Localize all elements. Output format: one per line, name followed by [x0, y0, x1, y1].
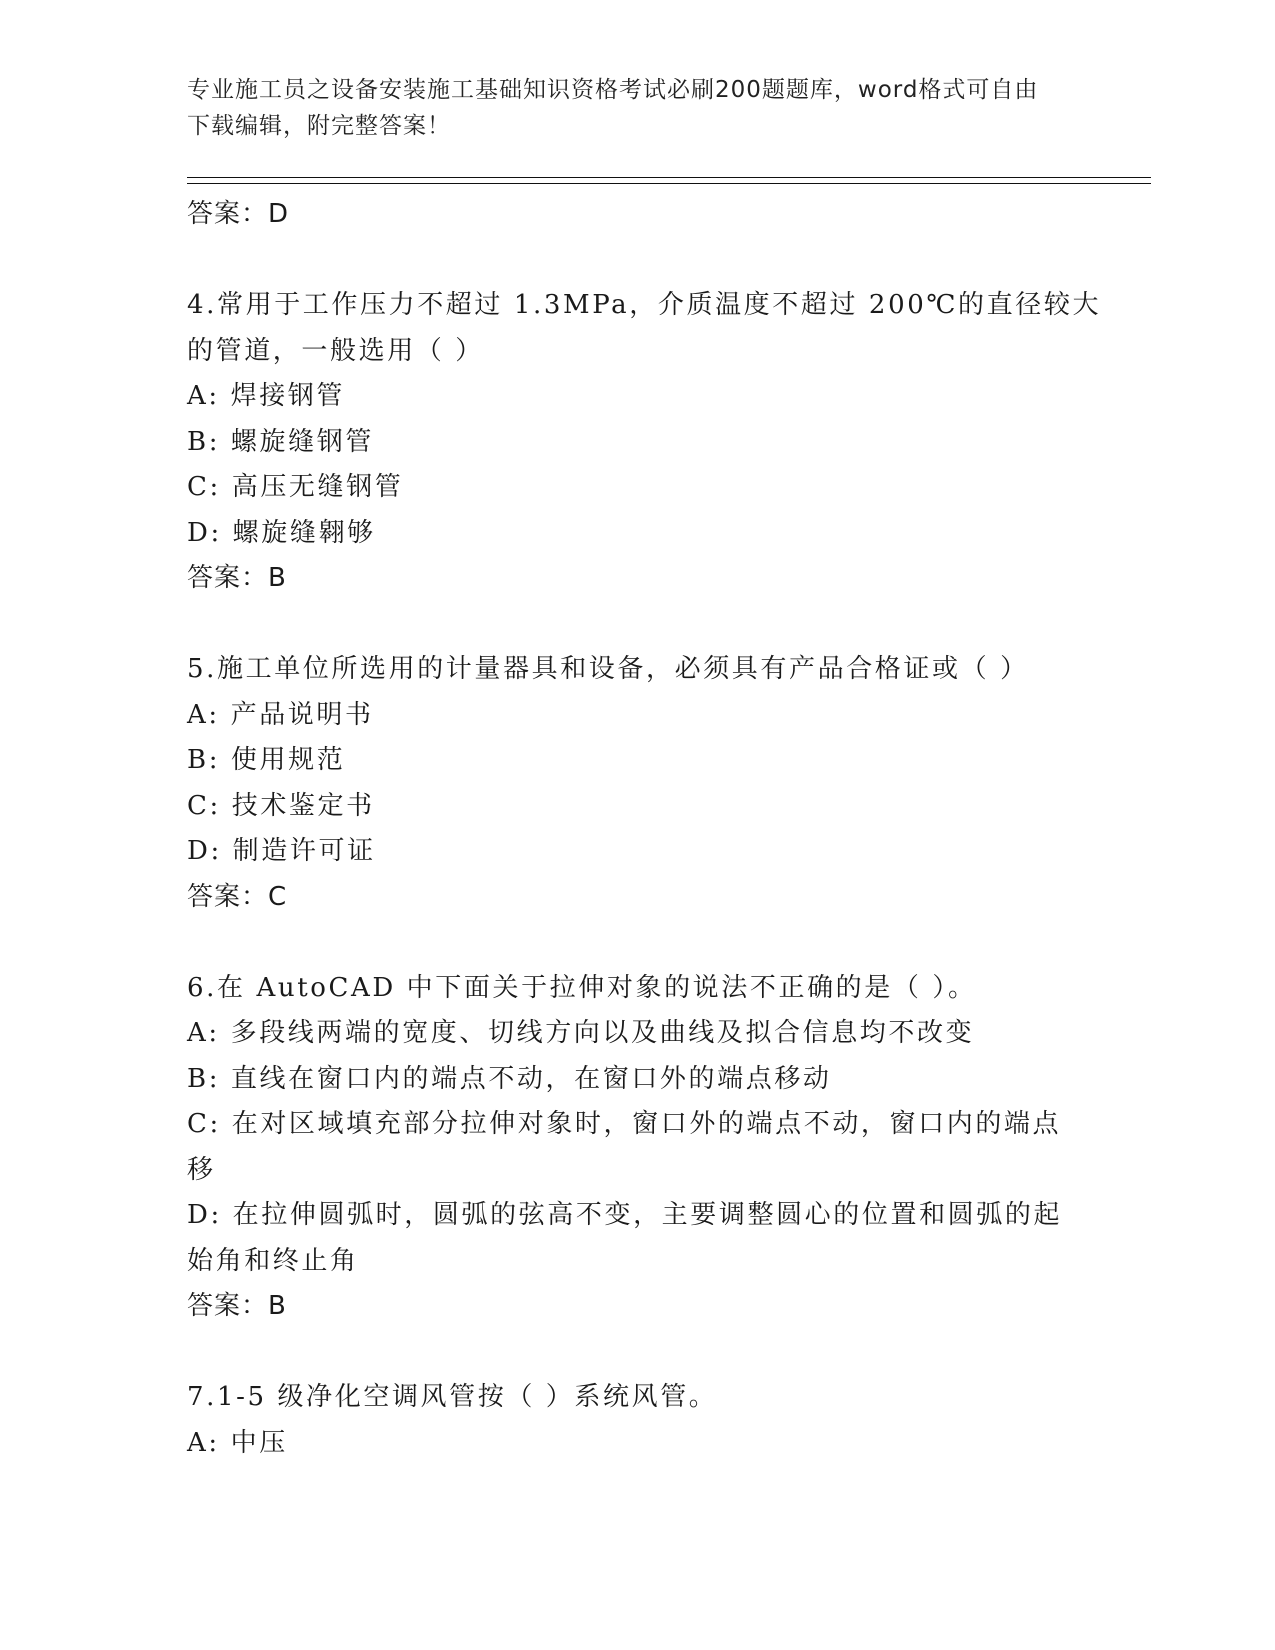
question-5	[187, 647, 1087, 920]
header-rule-bottom	[187, 183, 1151, 184]
answer-previous: 答案：D	[187, 199, 290, 229]
question-5-option-a: A: 产品说明书	[187, 699, 374, 730]
question-5-stem-line-1: 5.施工单位所选用的计量器具和设备，必须具有产品合格证或（ ）	[187, 654, 1029, 684]
header-rule-top	[187, 177, 1151, 178]
question-4	[187, 283, 1102, 602]
question-7-option-a: A: 中压	[187, 1427, 288, 1458]
question-4-option-c: C: 高压无缝钢管	[187, 472, 404, 502]
question-7	[187, 1375, 1087, 1466]
question-6-stem-line-1: 6.在 AutoCAD 中下面关于拉伸对象的说法不正确的是（ ）。	[187, 972, 977, 1003]
question-6	[187, 966, 1087, 1330]
question-6-option-c-line-2: 移	[187, 1154, 216, 1185]
question-5-option-c: C: 技术鉴定书	[187, 790, 375, 821]
question-6-answer: 答案：B	[187, 1291, 287, 1321]
question-4-answer: 答案：B	[187, 563, 287, 593]
question-5-option-b: B: 使用规范	[187, 745, 346, 775]
question-6-option-a: A: 多段线两端的宽度、切线方向以及曲线及拟合信息均不改变	[187, 1018, 975, 1048]
question-4-stem-line-2: 的管道，一般选用（ ）	[187, 335, 484, 366]
question-7-stem-line-1: 7.1-5 级净化空调风管按（ ）系统风管。	[187, 1382, 718, 1412]
question-4-option-d: D: 螺旋缝翱够	[187, 517, 376, 548]
question-6-option-d-line-1: D: 在拉伸圆弧时，圆弧的弦高不变，主要调整圆心的位置和圆弧的起	[187, 1200, 1063, 1230]
question-5-option-d: D: 制造许可证	[187, 836, 376, 866]
question-6-option-c-line-1: C: 在对区域填充部分拉伸对象时，窗口外的端点不动，窗口内的端点	[187, 1109, 1062, 1139]
question-6-option-d-line-2: 始角和终止角	[187, 1245, 359, 1276]
question-6-option-b: B: 直线在窗口内的端点不动，在窗口外的端点移动	[187, 1063, 832, 1094]
question-4-option-a: A: 焊接钢管	[187, 381, 346, 411]
document-header	[187, 72, 1067, 144]
question-5-answer: 答案：C	[187, 881, 288, 912]
question-4-option-b: B: 螺旋缝钢管	[187, 426, 374, 457]
question-4-stem-line-1: 4.常用于工作压力不超过 1.3MPa，介质温度不超过 200℃的直径较大	[187, 290, 1102, 320]
header-line-2: 下载编辑，附完整答案！	[187, 113, 451, 139]
header-line-1: 专业施工员之设备安装施工基础知识资格考试必刷200题题库，word格式可自由	[187, 77, 1039, 103]
question-list	[187, 192, 1102, 1466]
